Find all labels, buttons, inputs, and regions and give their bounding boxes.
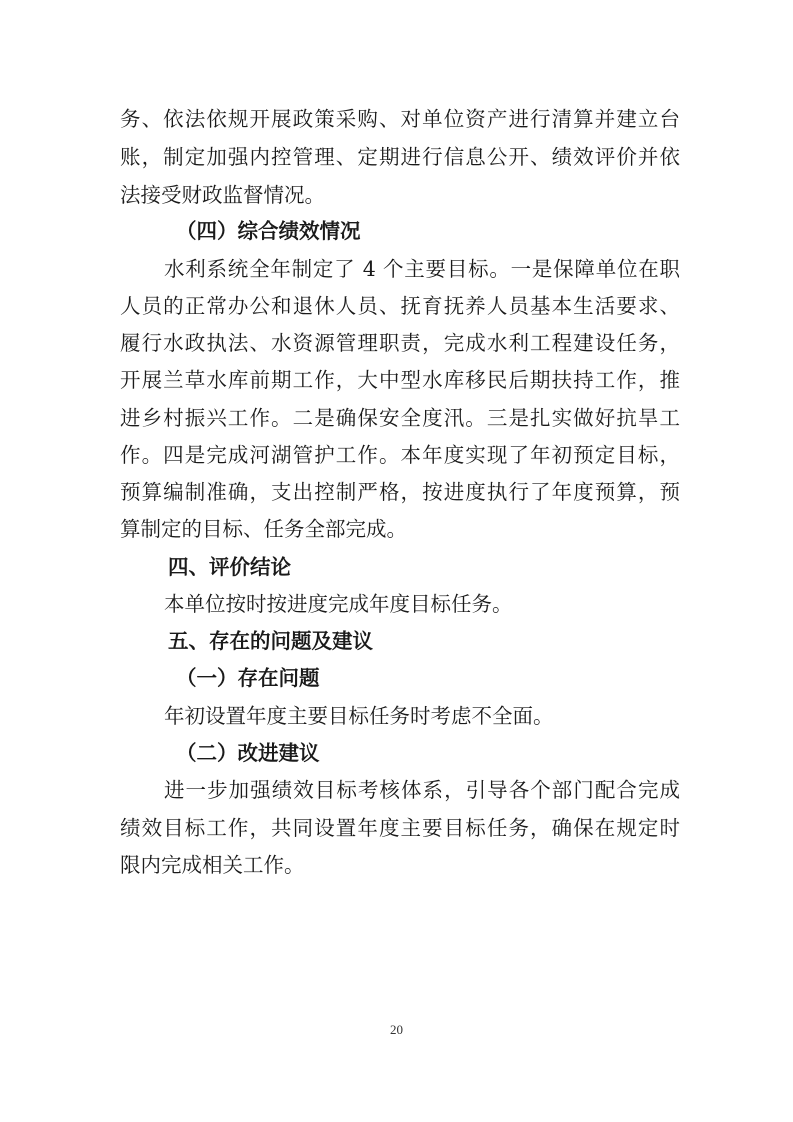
subsection-heading-issues: （一）存在问题 [176, 666, 320, 690]
body-line: 履行水政执法、水资源管理职责，完成水利工程建设任务， [120, 331, 680, 355]
body-line: 年初设置年度主要目标任务时考虑不全面。 [164, 704, 554, 728]
body-line: 绩效目标工作，共同设置年度主要目标任务，确保在规定时 [120, 816, 680, 840]
body-line: 限内完成相关工作。 [120, 853, 305, 877]
body-line: 务、依法依规开展政策采购、对单位资产进行清算并建立台 [120, 107, 680, 131]
page-number: 20 [390, 1022, 403, 1037]
section-heading-conclusion: 四、评价结论 [168, 555, 291, 579]
body-line: 法接受财政监督情况。 [120, 183, 325, 207]
body-line: 算制定的目标、任务全部完成。 [120, 517, 407, 541]
body-line: 预算编制准确，支出控制严格，按进度执行了年度预算，预 [120, 480, 680, 504]
section-heading-issues: 五、存在的问题及建议 [168, 629, 373, 653]
body-line: 进乡村振兴工作。二是确保安全度汛。三是扎实做好抗旱工 [120, 406, 680, 430]
subsection-heading-suggestions: （二）改进建议 [176, 741, 320, 765]
body-line: 水利系统全年制定了 4 个主要目标。一是保障单位在职 [164, 257, 680, 281]
subsection-heading-4: （四）综合绩效情况 [176, 219, 361, 243]
body-line: 账，制定加强内控管理、定期进行信息公开、绩效评价并依 [120, 145, 680, 169]
body-line: 本单位按时按进度完成年度目标任务。 [164, 592, 513, 616]
body-line: 作。四是完成河湖管护工作。本年度实现了年初预定目标， [120, 443, 680, 467]
body-line: 进一步加强绩效目标考核体系，引导各个部门配合完成 [164, 778, 680, 802]
body-line: 开展兰草水库前期工作，大中型水库移民后期扶持工作，推 [120, 368, 680, 392]
body-line: 人员的正常办公和退休人员、抚育抚养人员基本生活要求、 [120, 294, 680, 318]
